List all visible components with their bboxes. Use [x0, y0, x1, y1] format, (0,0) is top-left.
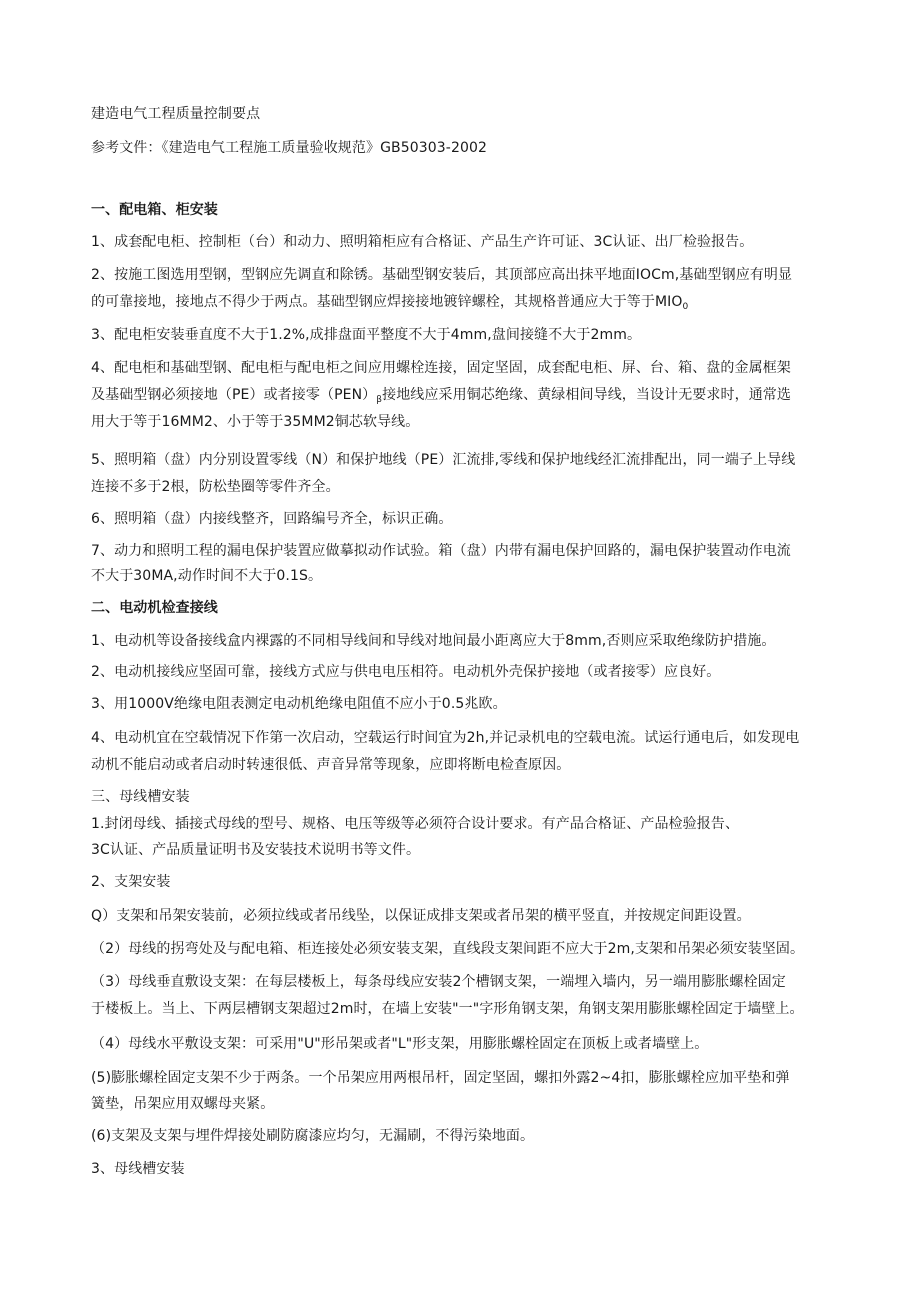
paragraph-1-6: 6、照明箱（盘）内接线整齐，回路编号齐全，标识正确。 [91, 511, 453, 527]
item-q2: （2）母线的拐弯处及与配电箱、柜连接处必须安装支架，直线段支架间距不应大于2m,支架和吊架必须安装坚固。 [91, 941, 805, 957]
item-q5-line2: 簧垫，吊架应用双螺母夹紧。 [91, 1096, 275, 1112]
reference-line: 参考文件：《建造电气工程施工质量验收规范》GB50303-2002 [91, 140, 487, 156]
item-q1: Q）支架和吊架安装前，必须拉线或者吊线坠，以保证成排支架或者吊架的横平竖直，并按规定间距设置。 [91, 908, 751, 924]
item-q6: (6)支架及支架与埋件焊接处刷防腐漆应均匀，无漏刷，不得污染地面。 [91, 1128, 535, 1144]
paragraph-1-4-line2 [91, 385, 791, 410]
paragraph-text: 接地线应采用铜芯绝缘、黄绿相间导线，当设计无要求时，通常选 [382, 387, 791, 403]
item-q4: （4）母线水平敷设支架：可采用"U"形吊架或者"L"形支架，用膨胀螺栓固定在顶板上或者墙壁上。 [91, 1036, 709, 1052]
subheading-3-3: 3、母线槽安装 [91, 1161, 185, 1177]
paragraph-1-5-line2: 连接不多于2根，防松垫圈等零件齐全。 [91, 479, 340, 495]
paragraph-1-4-line3: 用大于等于16MM2、小于等于35MM2铜芯软导线。 [91, 414, 420, 430]
paragraph-2-3: 3、用1000V绝缘电阻表测定电动机绝缘电阻值不应小于0.5兆欧。 [91, 696, 507, 712]
paragraph-2-1: 1、电动机等设备接线盒内裸露的不同相导线间和导线对地间最小距离应大于8mm,否则应采取绝缘防护措施。 [91, 633, 776, 649]
paragraph-3-1-line2: 3C认证、产品质量证明书及安装技术说明书等文件。 [91, 842, 421, 858]
section-heading-2: 二、电动机检查接线 [91, 600, 218, 616]
paragraph-2-2: 2、电动机接线应坚固可靠，接线方式应与供电电压相符。电动机外壳保护接地（或者接零）应良好。 [91, 664, 721, 680]
paragraph-1-4-line1: 4、配电柜和基础型钢、配电柜与配电柜之间应用螺栓连接，固定坚固，成套配电柜、屏、台、箱、盘的金属框架 [91, 360, 791, 376]
paragraph-1-1: 1、成套配电柜、控制柜（台）和动力、照明箱柜应有合格证、产品生产许可证、3C认证、出厂检验报告。 [91, 234, 754, 250]
paragraph-1-5-line1: 5、照明箱（盘）内分别设置零线（N）和保护地线（PE）汇流排,零线和保护地线经汇流排配出，同一端子上导线 [91, 452, 796, 468]
item-q3-line2: 于楼板上。当上、下两层槽钢支架超过2m时，在墙上安装"一"字形角钢支架，角钢支架用膨胀螺栓固定于墙壁上。 [91, 1001, 804, 1017]
paragraph-1-2-line1: 2、按施工图选用型钢，型钢应先调直和除锈。基础型钢安装后，其顶部应高出抹平地面IOCm,基础型钢应有明显 [91, 267, 793, 283]
subscript: β [376, 395, 383, 405]
item-q3-line1: （3）母线垂直敷设支架：在每层楼板上，每条母线应安装2个槽钢支架，一端埋入墙内，另一端用膨胀螺栓固定 [91, 974, 786, 990]
section-heading-1: 一、配电箱、柜安装 [91, 202, 218, 218]
item-q5-line1: (5)膨胀螺栓固定支架不少于两条。一个吊架应用两根吊杆，固定坚固，螺扣外露2~4扣，膨胀螺栓应加平垫和弹 [91, 1070, 790, 1086]
paragraph-text: 的可靠接地，接地点不得少于两点。基础型钢应焊接接地镀锌螺栓，其规格普通应大于等于MIO [91, 294, 683, 310]
subheading-3-2: 2、支架安装 [91, 874, 171, 890]
paragraph-3-1-line1: 1.封闭母线、插接式母线的型号、规格、电压等级等必须符合设计要求。有产品合格证、产品检验报告、 [91, 816, 740, 832]
paragraph-1-7-line2: 不大于30MA,动作时间不大于0.1S。 [91, 568, 323, 584]
paragraph-1-7-line1: 7、动力和照明工程的漏电保护装置应做摹拟动作试验。箱（盘）内带有漏电保护回路的，漏电保护装置动作电流 [91, 543, 791, 559]
paragraph-text: 及基础型钢必须接地（PE）或者接零（PEN） [91, 387, 377, 403]
paragraph-1-2-line2 [91, 292, 688, 317]
paragraph-1-3: 3、配电柜安装垂直度不大于1.2%,成排盘面平整度不大于4mm,盘间接缝不大于2mm。 [91, 327, 642, 343]
section-heading-3: 三、母线槽安装 [91, 789, 190, 805]
subscript: 0 [682, 302, 689, 312]
paragraph-2-4-line1: 4、电动机宜在空载情况下作第一次启动，空载运行时间宜为2h,并记录机电的空载电流。试运行通电后，如发现电 [91, 730, 800, 746]
document-title: 建造电气工程质量控制要点 [91, 106, 261, 122]
paragraph-2-4-line2: 动机不能启动或者启动时转速很低、声音异常等现象，应即将断电检查原因。 [91, 757, 571, 773]
